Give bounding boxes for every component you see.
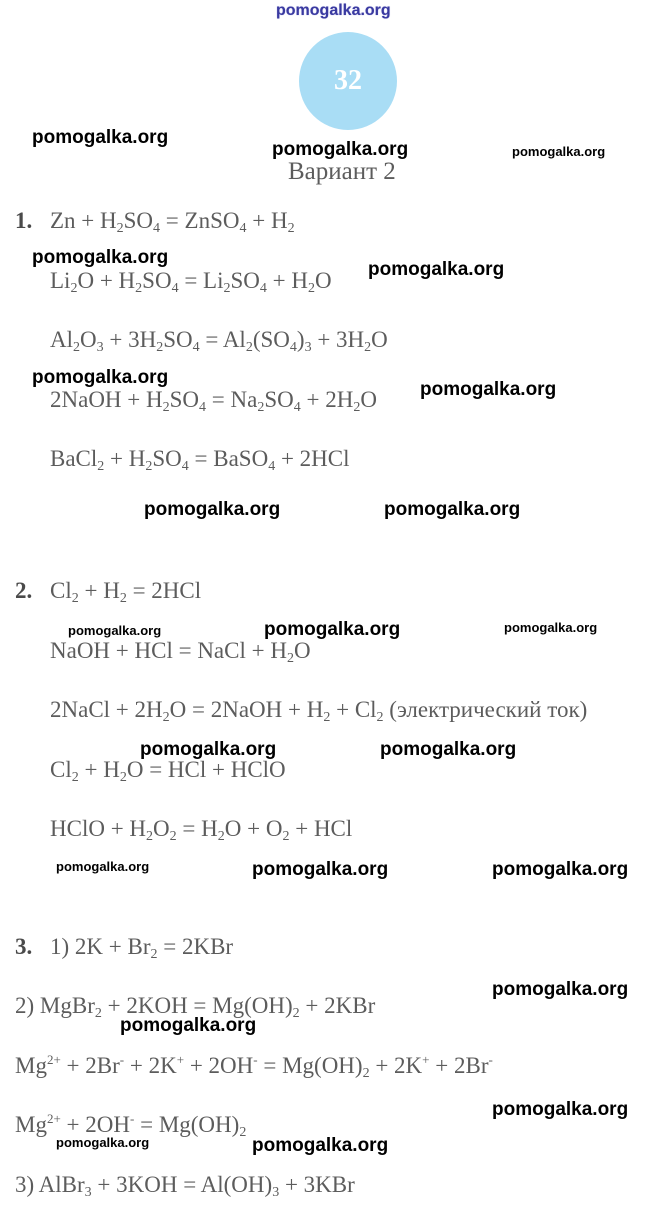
subscript: 2 [217,829,225,844]
charge-superscript: 2+ [46,1052,61,1067]
subscript: 2 [71,770,79,785]
subscript: 2 [376,710,384,725]
watermark: pomogalka.org [492,859,629,880]
subscript: 4 [268,459,276,474]
task-2-number: 2. [15,578,33,603]
subscript: 4 [289,340,297,355]
task-1-equation-4: 2NaOH + $H_2SO_4 = Na_2SO_4 + 2H_2O$ [50,387,377,415]
charge-superscript: - [130,1111,135,1126]
subscript: 2 [286,651,294,666]
task-3-number: 3. [15,934,33,959]
watermark: pomogalka.org [512,144,606,159]
task-3-equation-3: $Mg^{2+} + 2Br^- + 2K^+ + 2OH^- = Mg(OH)_2 + 2K^+ + 2Br^-$ [15,1052,493,1081]
task-1-equation-3: $Al_2O_3 + 3H_2SO_4 = Al_2(SO_4)_3 + 3H_2O$ [50,327,388,355]
subscript: 2 [282,829,290,844]
subscript: 2 [223,281,231,296]
subscript: 2 [97,459,105,474]
watermark: pomogalka.org [144,499,281,520]
subscript: 4 [192,340,200,355]
subscript: 3 [304,340,312,355]
subscript: 2 [94,1006,102,1021]
task-3-equation-4: $Mg^{2+} + 2OH^- = Mg(OH)_2$ [15,1111,247,1140]
subscript: 2 [307,281,315,296]
subscript: 2 [71,591,79,606]
watermark: pomogalka.org [368,259,505,280]
subscript: 2 [239,1125,247,1140]
task-3-equation-5: 3) AlBr$_3$ + $3KOH = Al(OH)_3 + 3KBr$ [15,1172,355,1200]
subscript: 2 [364,340,372,355]
charge-superscript: + [422,1052,430,1067]
watermark: pomogalka.org [384,499,521,520]
charge-superscript: - [253,1052,258,1067]
subscript: 2 [156,340,164,355]
watermark: pomogalka.org [272,139,409,160]
watermark: pomogalka.org [264,619,401,640]
subscript: 2 [287,221,295,236]
watermark: pomogalka.org [252,859,389,880]
task-1-number: 1. [15,208,33,233]
subscript: 4 [293,400,301,415]
page-number-badge [299,32,397,130]
subscript: 2 [323,710,331,725]
watermark: pomogalka.org [32,127,169,148]
watermark: pomogalka.org [252,1135,389,1156]
variant-title: Вариант 2 [288,158,396,185]
task-3-equation-2: 2) MgBr$_2$ + $2KOH = Mg(OH)_2 + 2KBr$ [15,993,376,1021]
subscript: 2 [162,400,170,415]
subscript: 2 [245,340,253,355]
subscript: 2 [150,947,158,962]
subscript: 2 [362,1066,370,1081]
task-2-equation-3: 2NaCl + $2H_2O$ = 2NaOH + $H_2 + Cl_2$ (электрический ток) [50,697,588,725]
charge-superscript: - [488,1052,493,1067]
subscript: 2 [116,221,124,236]
charge-superscript: + [176,1052,185,1067]
subscript: 4 [199,400,207,415]
watermark: pomogalka.org [56,1135,150,1150]
task-1-equation-5: BaCl$_2$ + $H_2SO_4$ = BaSO$_4$ + 2HCl [50,446,350,474]
task-2-equation-5: HClO + $H_2O_2 = H_2O + O_2$ + HCl [50,816,353,844]
task-2-equation-4: $Cl_2 + H_2O$ = HCl + HClO [50,757,286,785]
subscript: 4 [259,281,267,296]
watermark: pomogalka.org [492,1099,629,1120]
subscript: 2 [169,829,177,844]
watermark: pomogalka.org [32,247,169,268]
watermark: pomogalka.org [420,379,557,400]
page-number: 32 [334,65,362,96]
subscript: 4 [181,459,189,474]
task-1-equation-1: $Zn + H_2SO_4$ = ZnSO$_4$ + $H_2$ [50,208,295,236]
watermark: pomogalka.org [492,979,629,1000]
subscript: 4 [239,221,247,236]
subscript: 3 [84,1185,92,1200]
subscript: 3 [272,1185,280,1200]
watermark: pomogalka.org [68,623,162,638]
watermark: pomogalka.org [32,367,169,388]
subscript: 2 [119,591,127,606]
subscript: 2 [135,281,143,296]
task-3-equation-1: 1) $2K + Br_2 = 2KBr$ [50,934,234,962]
subscript: 2 [162,710,170,725]
subscript: 2 [73,340,80,355]
subscript: 2 [292,1006,300,1021]
subscript: 4 [171,281,179,296]
site-link[interactable]: pomogalka.org [276,2,391,19]
charge-superscript: 2+ [46,1111,61,1126]
subscript: 4 [153,221,161,236]
task-1-equation-2: $Li_2O + H_2SO_4 = Li_2SO_4 + H_2O$ [50,268,332,296]
subscript: 2 [145,459,153,474]
subscript: 2 [353,400,361,415]
subscript: 2 [257,400,265,415]
subscript: 2 [119,770,127,785]
watermark: pomogalka.org [56,859,150,874]
watermark: pomogalka.org [140,739,277,760]
task-2-equation-2: NaOH + HCl = NaCl + $H_2O$ [50,638,311,666]
watermark: pomogalka.org [380,739,517,760]
subscript: 2 [146,829,154,844]
subscript: 2 [70,281,78,296]
charge-superscript: - [119,1052,125,1067]
subscript: 3 [96,340,104,355]
task-2-equation-1: $Cl_2 + H_2 = 2HCl$ [50,578,202,606]
watermark: pomogalka.org [120,1015,257,1036]
watermark: pomogalka.org [504,620,598,635]
